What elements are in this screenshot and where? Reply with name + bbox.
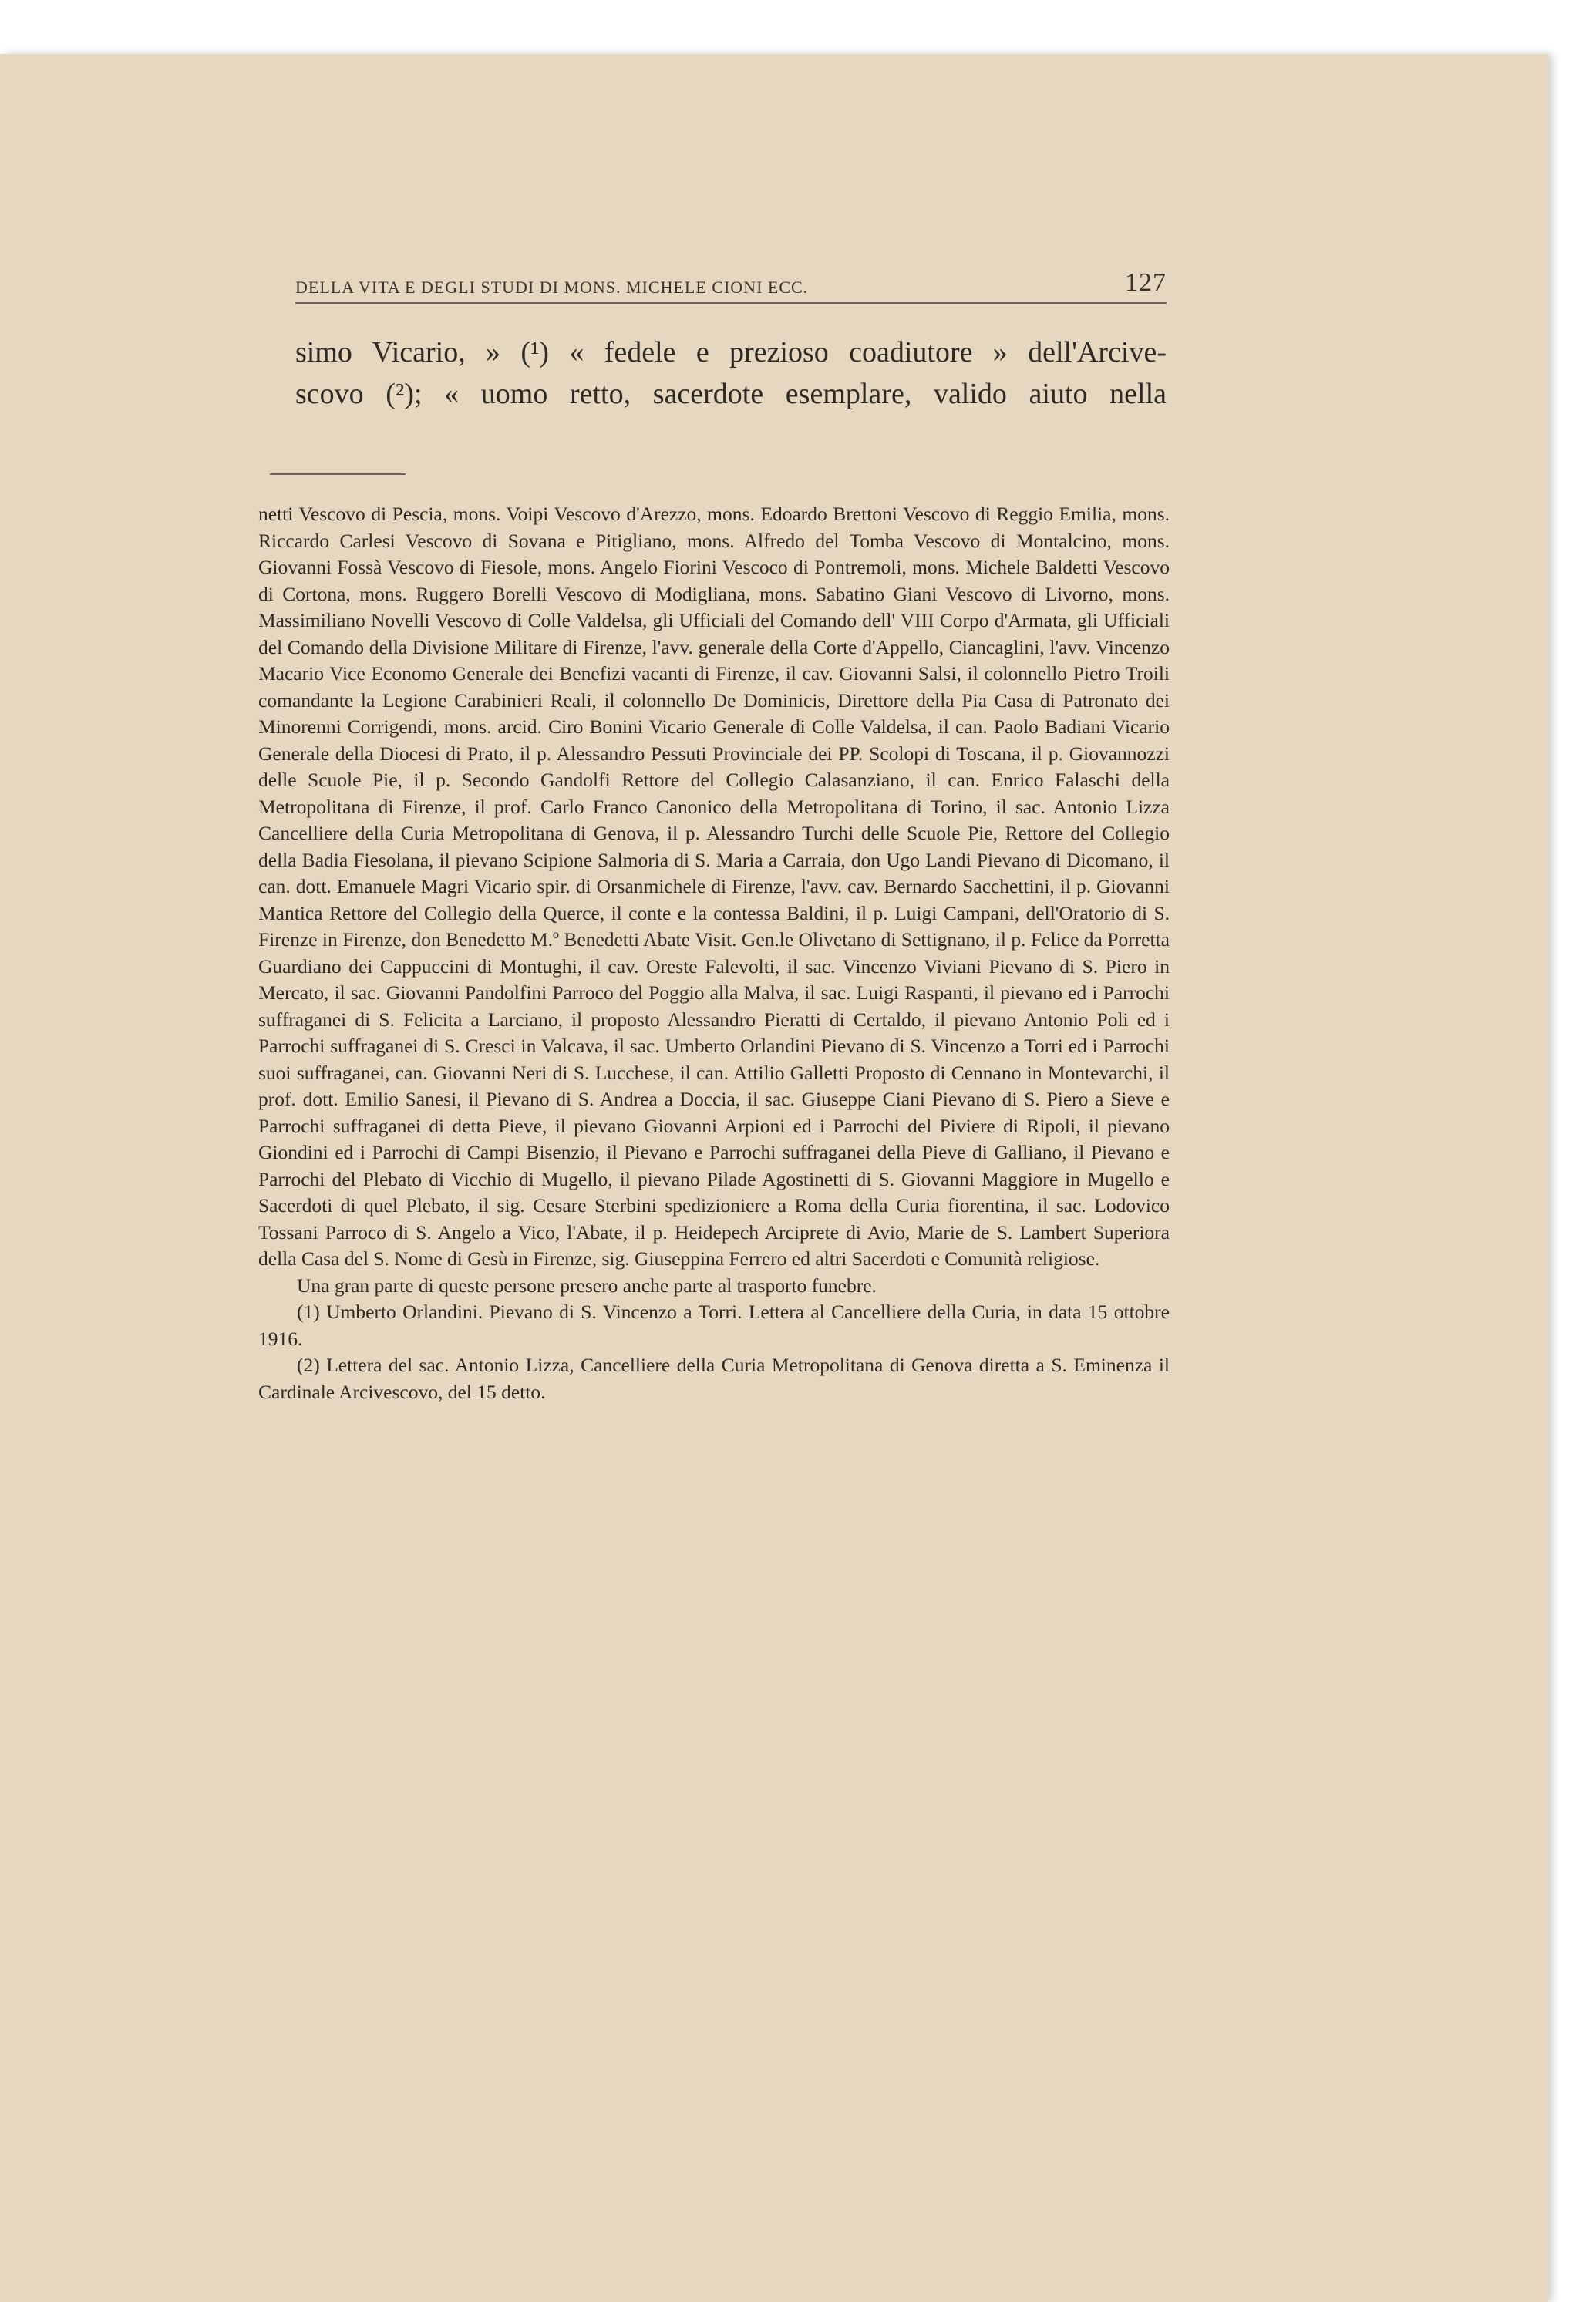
footnote-2 [258,1352,1170,1405]
footnote-1-text: Umberto Orlandini. Pievano di S. Vincenzo a Torri. Lettera al Cancelliere della Curia, in data 15 ottobre 1916. [258,1301,1170,1350]
footnote-2-text: Lettera del sac. Antonio Lizza, Cancelliere della Curia Metropolitana di Genova diretta a S. Eminenza il Cardinale Arcivescovo, del 15 detto. [258,1354,1170,1403]
main-text-line: scovo (²); « uomo retto, sacerdote esemplare, valido aiuto nella [295,378,1167,410]
main-text-line: simo Vicario, » (¹) « fedele e prezioso coadiutore » dell'Arcive- [295,336,1167,369]
main-text [295,332,1167,415]
footnote-2-marker: (2) [297,1354,320,1376]
running-header [295,251,1167,298]
footnote-1-marker: (1) [297,1301,320,1323]
header-rule [295,302,1167,304]
footnotes [258,501,1170,1405]
footnote-separator [270,473,406,475]
page-number: 127 [1125,268,1167,297]
footnote-1 [258,1299,1170,1352]
footnote-closing: Una gran parte di queste persone presero anche parte al trasporto funebre. [297,1274,877,1297]
footnote-continuation: netti Vescovo di Pescia, mons. Voipi Vescovo d'Arezzo, mons. Edoardo Brettoni Vescovo di Reggio Emilia, mons. Riccardo Carlesi Vescovo di Sovana e Pitigliano, mons. Alfredo del Tomba Vescovo di Montalcino, mons. Giovanni Fossà Vescovo di Fiesole, mons. Angelo Fiorini Vescoco di Pontremoli, mons. Michele Baldetti Vescovo di Cortona, mons. Ruggero Borelli Vescovo di Modigliana, mons. Sabatino Giani Vescovo di Livorno, mons. Massimiliano Novelli Vescovo di Colle Valdelsa, gli Ufficiali del Comando dell' VIII Corpo d'Armata, gli Ufficiali del Comando della Divisione Militare di Firenze, l'avv. generale della Corte d'Appello, Ciancaglini, l'avv. Vincenzo Macario Vice Economo Generale dei Benefizi vacanti di Firenze, il cav. Giovanni Salsi, il colonnello Pietro Troili comandante la Legione Carabinieri Reali, il colonnello De Dominicis, Direttore della Pia Casa di Patronato dei Minorenni Corrigendi, mons. arcid. Ciro Bonini Vicario Generale di Colle Valdelsa, il can. Paolo Badiani Vicario Generale della Diocesi di Prato, il p. Alessandro Pessuti Provinciale dei PP. Scolopi di Toscana, il p. Giovannozzi delle Scuole Pie, il p. Secondo Gandolfi Rettore del Collegio Calasanziano, il can. Enrico Falaschi della Metropolitana di Firenze, il prof. Carlo Franco Canonico della Metropolitana di Torino, il sac. Antonio Lizza Cancelliere della Curia Metropolitana di Genova, il p. Alessandro Turchi delle Scuole Pie, Rettore del Collegio della Badia Fiesolana, il pievano Scipione Salmoria di S. Maria a Carraia, don Ugo Landi Pievano di Dicomano, il can. dott. Emanuele Magri Vicario spir. di Orsanmichele di Firenze, l'avv. cav. Bernardo Sacchettini, il p. Giovanni Mantica Rettore del Collegio della Querce, il conte e la contessa Baldini, il p. Luigi Campani, dell'Oratorio di S. Firenze in Firenze, don Benedetto M.º Benedetti Abate Visit. Gen.le Olivetano di Settignano, il p. Felice da Porretta Guardiano dei Cappuccini di Montughi, il cav. Oreste Falevolti, il sac. Vincenzo Viviani Pievano di S. Piero in Mercato, il sac. Giovanni Pandolfini Parroco del Poggio alla Malva, il sac. Luigi Raspanti, il pievano ed i Parrochi suffraganei di S. Felicita a Larciano, il proposto Alessandro Pieratti di Certaldo, il pievano Antonio Poli ed i Parrochi suffraganei di S. Cresci in Valcava, il sac. Umberto Orlandini Pievano di S. Vincenzo a Torri ed i Parrochi suoi suffraganei, can. Giovanni Neri di S. Lucchese, il can. Attilio Galletti Proposto di Cennano in Montevarchi, il prof. dott. Emilio Sanesi, il Pievano di S. Andrea a Doccia, il sac. Giuseppe Ciani Pievano di S. Piero a Sieve e Parrochi suffraganei di detta Pieve, il pievano Giovanni Arpioni ed i Parrochi del Piviere di Ripoli, il pievano Giondini ed i Parrochi di Campi Bisenzio, il Pievano e Parrochi suffraganei della Pieve di Galliano, il Pievano e Parrochi del Plebato di Vicchio di Mugello, il pievano Pilade Agostinetti di S. Giovanni Maggiore in Mugello e Sacerdoti di quel Plebato, il sig. Cesare Sterbini spedizioniere a Roma della Curia fiorentina, il sac. Lodovico Tossani Parroco di S. Angelo a Vico, l'Abate, il p. Heidepech Arciprete di Avio, Marie de S. Lambert Superiora della Casa del S. Nome di Gesù in Firenze, sig. Giuseppina Ferrero ed altri Sacerdoti e Comunità religiose. [258,503,1170,1270]
running-title: DELLA VITA E DEGLI STUDI DI MONS. MICHELE CIONI ECC. [295,278,809,297]
